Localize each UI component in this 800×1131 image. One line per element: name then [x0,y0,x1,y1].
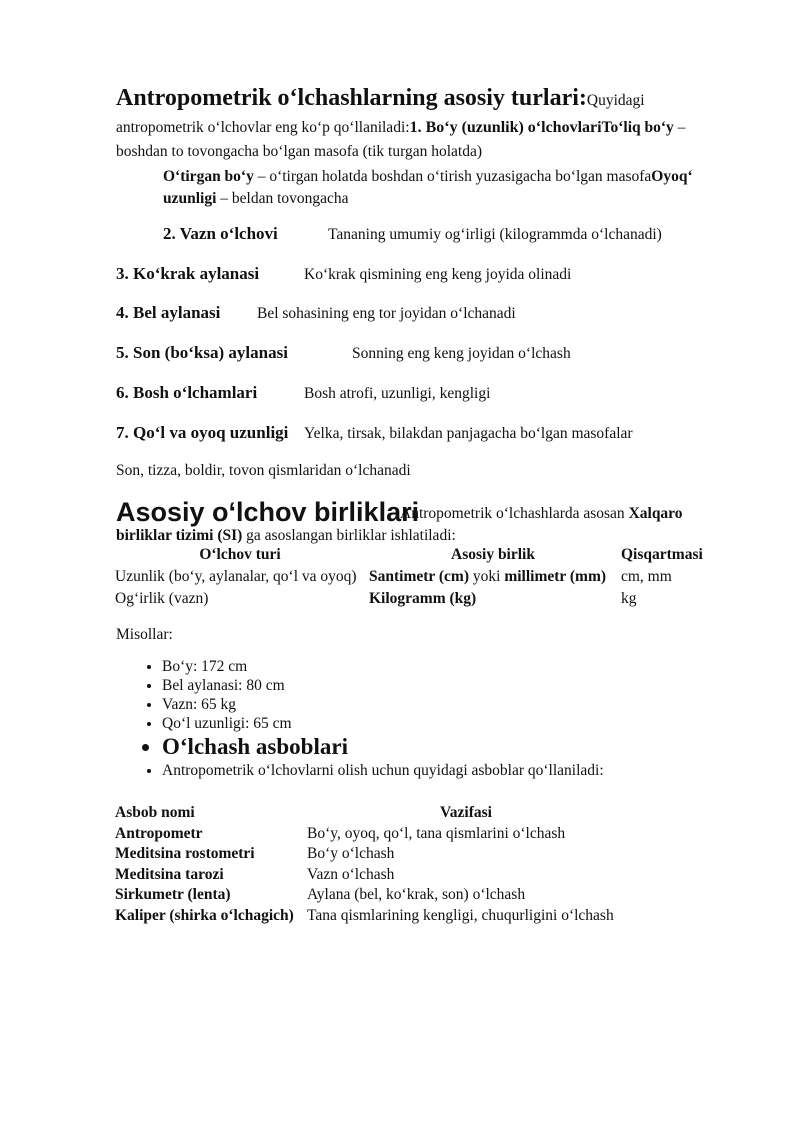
list-item: • Qo‘l uzunligi: 65 cm [162,714,604,733]
list-item: • Vazn: 65 kg [162,695,604,714]
list-item: • Bel aylanasi: 80 cm [162,676,604,695]
list-item: • Bo‘y: 172 cm [162,657,604,676]
section-waist [116,303,516,323]
section-title: 7. Qo‘l va oyoq uzunligi [116,423,289,442]
table-header: Asosiy birlik [451,546,535,563]
table-row [113,865,627,886]
units-intro-c: ga asoslangan birliklar ishlatiladi: [242,527,456,545]
table-cell: cm, mm [621,568,672,585]
section-text: Ko‘krak qismining eng keng joyida olinadi [304,266,572,283]
item1-sub-title: To‘liq bo‘y [601,119,674,136]
section-title: 3. Ko‘krak aylanasi [116,264,260,283]
section-title: 2. Vazn o‘lchovi [163,224,278,243]
table-header: Qisqartmasi [621,546,703,563]
table-cell: Antropometr [115,824,203,842]
table-row [113,588,705,610]
table-row [113,824,627,845]
tools-heading: • O‘lchash asboblari [162,733,604,761]
section-chest [116,264,571,284]
examples-label: Misollar: [116,626,173,643]
table-cell: Uzunlik (bo‘y, aylanalar, qo‘l va oyoq) [115,568,357,585]
table-cell: Sirkumetr (lenta) [115,886,231,904]
intro-paragraph [116,80,736,163]
units-intro-b: Xalqaro birliklar tizimi (SI) [116,505,683,545]
sitting-title: O‘tirgan bo‘y [163,168,254,185]
table-row [113,906,627,927]
table-cell: Santimetr (cm) yoki millimetr (mm) [369,568,607,585]
table-cell: Kilogramm (kg) [369,590,477,607]
intro-text: Quyidagi antropometrik o‘lchovlar eng ko‘p qo‘llaniladi: [116,92,645,136]
table-cell: Og‘irlik (vazn) [115,590,209,607]
table-cell: Bo‘y, oyoq, qo‘l, tana qismlarini o‘lchash [307,824,566,842]
table-header: Vazifasi [440,804,492,822]
section-text: Yelka, tirsak, bilakdan panjagacha bo‘lgan masofalar [304,425,633,442]
table-cell: Meditsina tarozi [115,865,224,883]
table-cell: Aylana (bel, ko‘krak, son) o‘lchash [307,886,526,904]
leg-title: Oyoq‘ uzunligi [163,168,693,207]
section-title: 4. Bel aylanasi [116,303,221,322]
section-text: Bosh atrofi, uzunligi, kengligi [304,385,491,402]
section-weight [163,224,662,244]
table-cell: Meditsina rostometri [115,845,255,863]
units-heading: Asosiy o‘lchov birliklari [116,497,420,527]
item1-sub-text: – boshdan to tovongacha bo‘lgan masofa (tik turgan holatda) [116,119,686,160]
table-cell: kg [621,590,637,607]
sitting-text: – o‘tirgan holatda boshdan o‘tirish yuzasigacha bo‘lgan masofa [253,168,652,185]
table-cell: Kaliper (shirka o‘lchagich) [115,906,294,924]
units-intro-a: Antropometrik o‘lchashlarda asosan [400,505,629,522]
table-header: Asbob nomi [115,804,195,822]
table-header-row [113,803,627,824]
table-header: O‘lchov turi [199,546,281,563]
section-text: Bel sohasining eng tor joyidan o‘lchanadi [257,305,516,322]
section-text: Tananing umumiy og‘irligi (kilogrammda o‘lchanadi) [328,226,662,243]
section-hip [116,343,571,363]
table-cell: Vazn o‘lchash [307,865,395,883]
section7-extra: Son, tizza, boldir, tovon qismlaridan o‘lchanadi [116,462,411,479]
tools-table [113,803,627,926]
table-row [113,566,705,588]
section-head [116,383,490,403]
section-title: 6. Bosh o‘lchamlari [116,383,258,402]
main-heading: Antropometrik o‘lchashlarning asosiy turlari: [116,85,587,111]
item1-title: 1. Bo‘y (uzunlik) o‘lchovlari [409,119,602,136]
table-header-row [113,544,705,566]
section-title: 5. Son (bo‘ksa) aylanasi [116,343,288,362]
table-row [113,844,627,865]
table-cell: Bo‘y o‘lchash [307,845,395,863]
units-table [113,544,705,610]
sitting-height-paragraph [163,166,743,209]
examples-list [116,657,604,780]
leg-text: – beldan tovongacha [216,189,349,207]
table-cell: Tana qismlarining kengligi, chuqurligini o‘lchash [307,906,614,924]
section-limbs [116,423,633,443]
table-row [113,885,627,906]
section-text: Sonning eng keng joyidan o‘lchash [352,345,571,362]
list-item: • Antropometrik o‘lchovlarni olish uchun quyidagi asboblar qo‘llaniladi: [162,761,604,780]
